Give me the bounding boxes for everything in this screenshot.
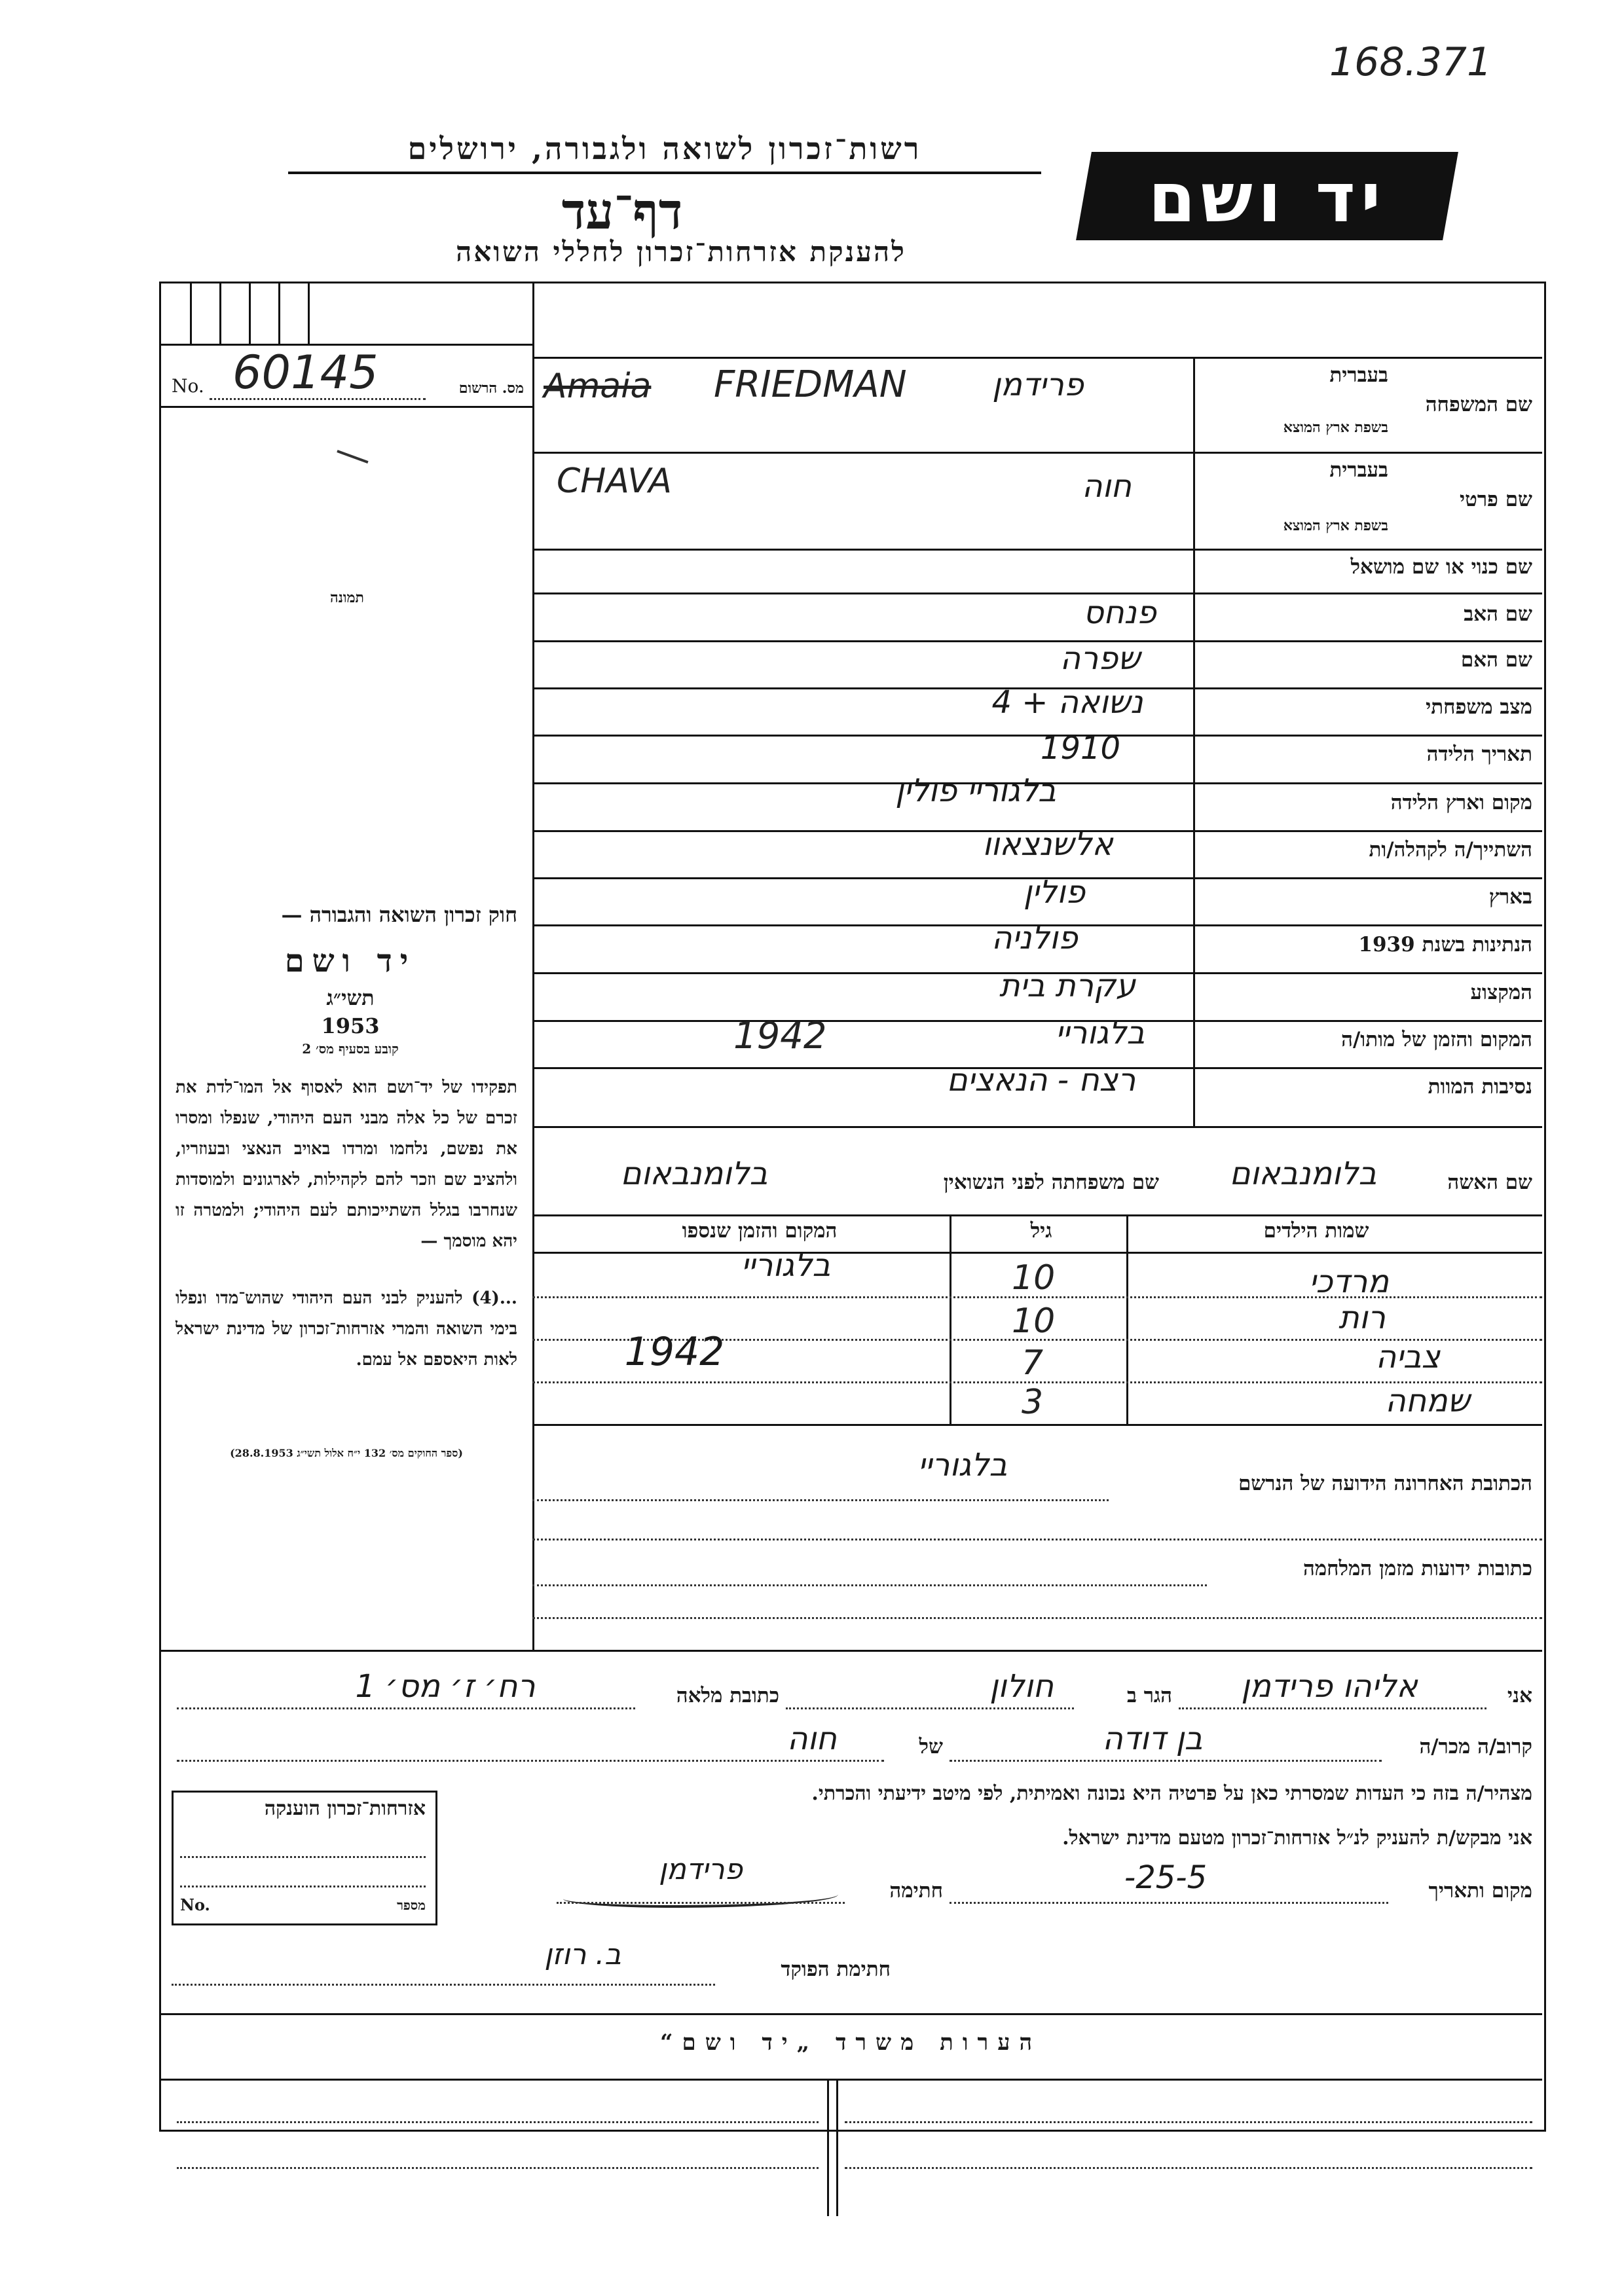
authority-underline (288, 172, 1041, 174)
signature-label: חתימה (889, 1879, 943, 1903)
maiden-name-label: שם משפחתה לפני הנשואין (943, 1171, 1159, 1194)
citizenship-1939-value: פולניה (991, 920, 1078, 957)
child-age: 7 (1022, 1343, 1044, 1383)
first-name-hebrew-value: חוה (1082, 468, 1132, 505)
citizenship-box-no-label: No. (180, 1895, 210, 1914)
law-name: יד ושם (284, 943, 416, 979)
last-address-value: בלגוריי (917, 1447, 1008, 1484)
child-place: בלגוריי (741, 1247, 831, 1284)
officer-signature-label: חתימת הפוקד (781, 1958, 891, 1981)
relation-of-label: של (919, 1735, 943, 1758)
marital-status-value: נשואה + 4 (991, 684, 1143, 721)
war-address-label: כתובות ידועות מזמן המלחמה (1302, 1557, 1532, 1580)
declaration-statement-2: אני מבקש/ת להעניק לנ״ל אזרחות־זכרון מטעם מדינת ישראל. (1062, 1827, 1532, 1850)
office-notes-title: הערות משרד „יד ושם“ (659, 2030, 1042, 2056)
birth-date-label: תאריך הלידה (1426, 742, 1532, 766)
child-name: שמחה (1385, 1383, 1470, 1419)
first-name-origin-value: CHAVA (557, 462, 673, 501)
wife-label: שם האשה (1447, 1171, 1532, 1194)
declarant-address-label: כתובת מלאה (676, 1684, 779, 1707)
registration-label: מס. הרשום (458, 380, 524, 397)
child-age: 10 (1012, 1258, 1056, 1298)
country-value: פולין (1023, 874, 1086, 911)
country-label: בארץ (1488, 885, 1532, 909)
registration-number: 60145 (232, 346, 378, 399)
logo-text: יד ושם (1148, 158, 1386, 238)
citizenship-box-number-label: מספר (397, 1897, 426, 1913)
law-citation: (ספר החוקים מס׳ 132 י״ח אלול תשי״ג 28.8.1953) (230, 1447, 463, 1459)
birth-date-value: 1910 (1040, 730, 1121, 767)
death-label: המקום והזמן של מותו/ה (1341, 1028, 1532, 1051)
maiden-name-value: בלומנבאום (620, 1156, 768, 1192)
child-name: מרדכי (1308, 1264, 1389, 1300)
first-name-label: שם פרטי (1459, 488, 1532, 511)
child-name: רות (1338, 1300, 1386, 1336)
profession-label: המקצוע (1470, 981, 1532, 1004)
mother-label: שם האם (1460, 648, 1532, 672)
first-name-hebrew-label: בעברית (1329, 458, 1388, 482)
family-name-hebrew-label: בעברית (1329, 363, 1388, 387)
circumstances-value: רצח - הנאצים (946, 1062, 1136, 1099)
registration-no-label: No. (172, 375, 204, 397)
marital-status-label: מצב משפחתי (1426, 695, 1532, 719)
death-year: 1942 (733, 1015, 827, 1057)
law-year: 1953 (321, 1013, 380, 1038)
mother-value: שפרה (1060, 640, 1141, 677)
nickname-label: שם כנוי או שם מושאל (1350, 555, 1532, 579)
wife-value: בלומנבאום (1229, 1156, 1377, 1192)
declarant-resides-label: הגר ב (1126, 1684, 1172, 1707)
law-year-heb: תשי״ג (326, 985, 375, 1010)
form-title: דף־עד (561, 182, 683, 240)
family-name-origin-value: FRIEDMAN (714, 363, 907, 406)
children-age-header: גיל (1030, 1219, 1052, 1243)
relation-value: בן דודה (1102, 1721, 1203, 1757)
declaration-statement-1: מצהיר/ה בזה כי העדות שמסרתי כאן על פרטיה היא נכונה ואמיתית, לפי מיטב ידיעתי והכרתי. (811, 1782, 1532, 1805)
child-name: צביה (1375, 1339, 1441, 1376)
relation-of-value: חוה (787, 1721, 837, 1757)
declarant-name: אליהו פרידמן (1241, 1668, 1418, 1705)
community-label: השתייך/ה לקהלה/ות (1369, 838, 1532, 862)
child-place: 1942 (624, 1329, 725, 1375)
children-names-header: שמות הילדים (1263, 1219, 1369, 1243)
birth-place-label: מקום וארץ הלידה (1390, 791, 1532, 814)
declarant-i-label: אני (1507, 1684, 1532, 1707)
profession-value: עקרת בית (999, 968, 1136, 1004)
form-subtitle: להענקת אזרחות־זכרון לחללי השואה (456, 236, 906, 268)
place-date-value: 25-5- (1124, 1859, 1208, 1896)
last-address-label: הכתובת האחרונה הידועה של הנרשם (1238, 1472, 1532, 1495)
children-place-header: המקום והזמן שנספו (682, 1219, 838, 1243)
family-name-hebrew-value: פרידמן (992, 367, 1084, 403)
law-title: חוק זכרון השואה והגבורה — (281, 902, 517, 927)
authority-title: רשות־זכרון לשואה ולגבורה, ירושלים (407, 131, 922, 166)
death-place-value: בלגוריי (1055, 1015, 1145, 1051)
relation-label: קרוב/ה מכר/ה (1419, 1735, 1532, 1758)
declarant-address: רח׳ ז׳ מס׳ 1 (355, 1668, 536, 1705)
law-paragraph-2: ...(4) להעניק לבני העם היהודי שהוש־מדו ונפלו בימי השואה והמרי אזרחות־זכרון של מדינת ישראל לאות היאספם אל עמם. (175, 1288, 517, 1370)
left-column-divider (532, 282, 534, 1650)
declarant-city: חולון (989, 1668, 1054, 1705)
photo-label: תמונה (330, 589, 364, 606)
archive-number: 168.371 (1329, 39, 1492, 85)
officer-signature: ב. רוזן (544, 1938, 621, 1971)
father-value: פנחס (1083, 594, 1156, 631)
citizenship-1939-label: הנתינות בשנת 1939 (1358, 933, 1532, 957)
community-value: אלשנצאוו (982, 826, 1113, 863)
law-paragraph-1: תפקידו של יד־ושם הוא לאסוף אל המו־לדת את זכרם של כל אלה מבני העם היהודי, שנפלו ומסרו את נפשם, נלחמו ומרדו באויב הנאצי ובעוזריו, ולהציב שם וזכר להם לקהילות, לארגונים ולמוסדות שנחרבו בגלל השתייכותם לעם היהודי; ולמטרה זו יהא מוסמך — (175, 1078, 517, 1251)
child-age: 3 (1022, 1383, 1044, 1422)
child-age: 10 (1012, 1302, 1056, 1341)
family-name-struck: Amaia (544, 367, 652, 406)
declarant-signature: פרידמן (658, 1853, 743, 1886)
birth-place-value: בלגוריי פולין (895, 773, 1056, 809)
office-notes-line (177, 2121, 819, 2123)
father-label: שם האב (1464, 602, 1532, 626)
first-name-origin-label: בשפת ארץ המוצא (1283, 517, 1388, 534)
circumstances-label: נסיבות המוות (1428, 1075, 1532, 1099)
citizenship-box-title: אזרחות־זכרון הוענקה (264, 1797, 426, 1820)
family-name-label: שם המשפחה (1425, 393, 1532, 416)
place-date-label: מקום ותאריך (1428, 1879, 1532, 1903)
family-name-origin-label: בשפת ארץ המוצא (1283, 419, 1388, 436)
law-section-ref: קובע בסעיף מס׳ 2 (302, 1041, 399, 1057)
